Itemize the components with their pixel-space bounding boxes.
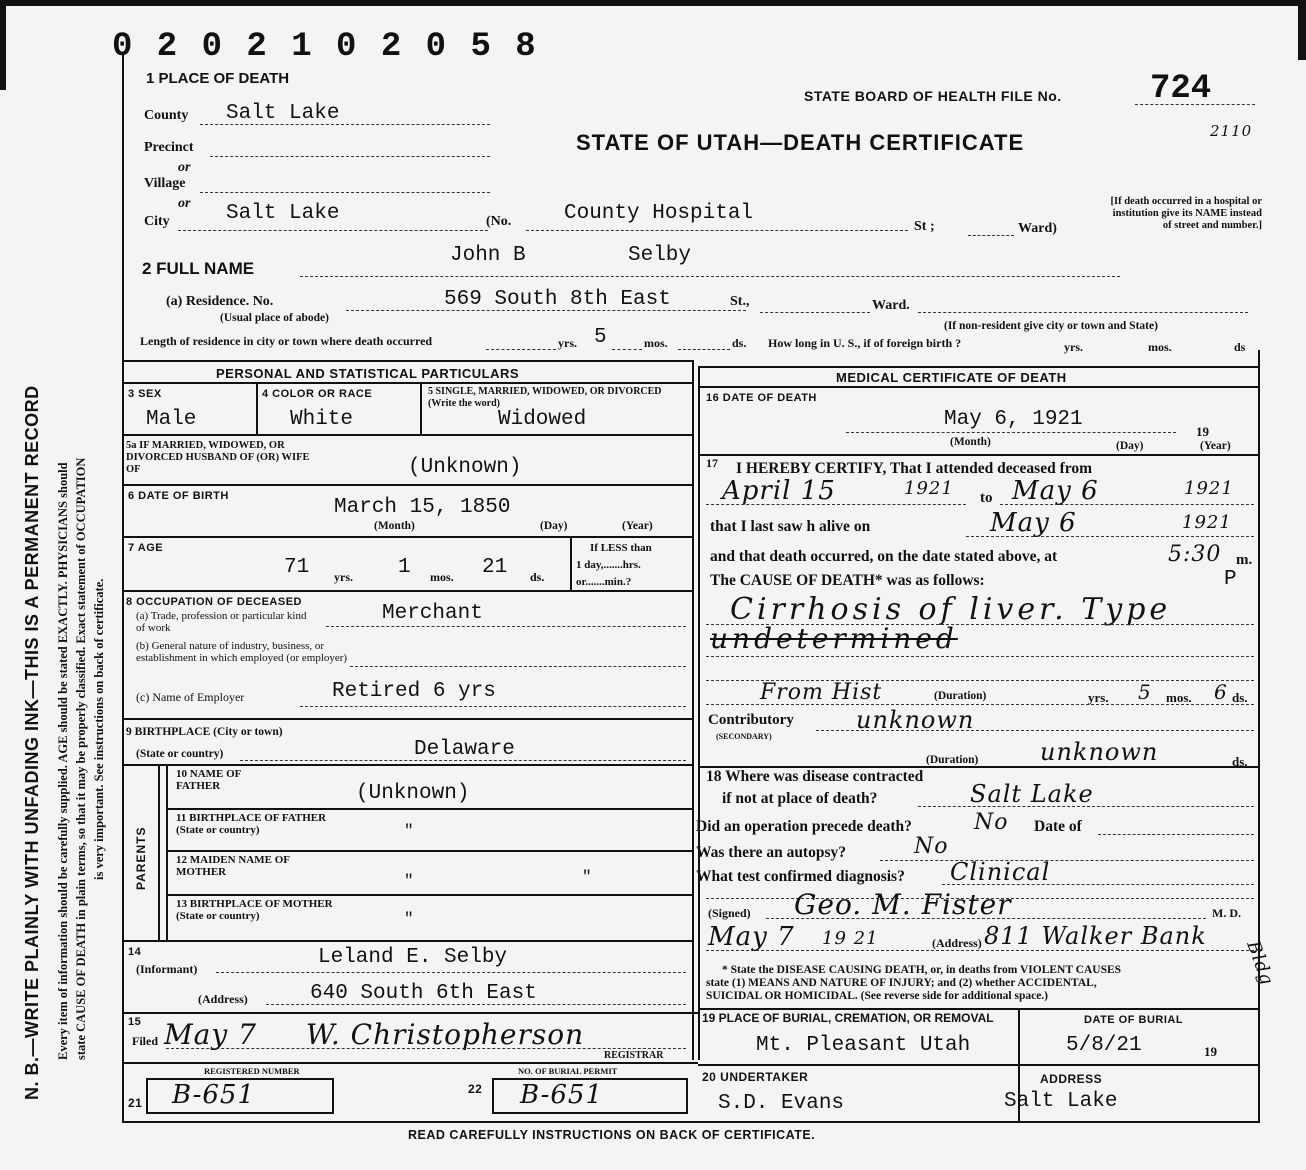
dod-label: 16 DATE OF DEATH <box>706 392 817 404</box>
to-line <box>1000 504 1254 505</box>
duration-ds-value: 6 <box>1214 680 1228 704</box>
length-line <box>486 349 556 350</box>
test-value: Clinical <box>950 858 1051 886</box>
ward-line <box>968 235 1014 236</box>
file-extra: 2110 <box>1210 122 1253 140</box>
dod-year: (Year) <box>1200 440 1231 452</box>
cause-secondary: undetermined <box>710 622 958 655</box>
hospital-note: [If death occurred in a hospital or institution give its NAME instead of street and number.] <box>1110 196 1262 231</box>
village-line <box>200 192 490 193</box>
first-name: John B <box>450 244 526 267</box>
precinct-line <box>210 156 490 157</box>
parents-divider-2 <box>166 764 168 940</box>
burial-label: 19 PLACE OF BURIAL, CREMATION, OR REMOVAL <box>702 1011 994 1025</box>
mother-value: " <box>404 872 414 890</box>
left-corner-mark <box>0 0 6 90</box>
parents-divider-1 <box>158 764 160 940</box>
right-corner-mark <box>1298 0 1306 60</box>
time-m: m. <box>1236 552 1253 568</box>
autopsy-line <box>880 860 1254 861</box>
father-label: 10 NAME OF FATHER <box>176 768 241 792</box>
footnote-3: SUICIDAL OR HOMICIDAL. (See reverse side for additional space.) <box>706 990 1049 1002</box>
or-1: or <box>178 160 191 175</box>
last-name: Selby <box>628 244 692 267</box>
parents-row-2 <box>166 850 692 852</box>
duration2-label: (Duration) <box>926 754 979 766</box>
registered-number-index: 21 <box>128 1096 143 1110</box>
operation-label: Did an operation precede death? <box>696 818 912 835</box>
dob-year: (Year) <box>622 520 653 532</box>
row-line-6 <box>122 764 692 766</box>
less-than-label: If LESS than <box>590 542 652 554</box>
burial-permit-value: B-651 <box>520 1080 603 1110</box>
precinct-label: Precinct <box>144 140 194 155</box>
secondary-label: (SECONDARY) <box>716 732 772 741</box>
disease-place: Salt Lake <box>970 780 1094 808</box>
us-ds: ds <box>1234 340 1246 354</box>
row-line-7 <box>122 940 692 942</box>
physician-address-label: (Address) <box>932 936 982 950</box>
row-line-1 <box>122 434 692 436</box>
duration-line <box>706 704 1254 705</box>
row-line-2 <box>122 484 692 486</box>
top-edge <box>0 0 1306 6</box>
parents-row-3 <box>166 894 692 896</box>
res-ward-line <box>760 312 870 313</box>
less-min: or.......min.? <box>576 576 632 588</box>
ward-label: Ward) <box>1018 221 1057 236</box>
length-ds-label: ds. <box>732 336 747 350</box>
dob-month: (Month) <box>374 520 415 532</box>
md-label: M. D. <box>1212 906 1241 920</box>
residence-label: (a) Residence. No. <box>166 294 274 309</box>
filed-number: 15 <box>128 1016 142 1028</box>
medical-heading-line <box>700 386 1258 388</box>
filed-label: Filed <box>132 1034 158 1048</box>
duration-from-note: From Hist <box>760 680 883 705</box>
address-side-note: Bldg <box>1242 938 1278 989</box>
sex-divider <box>256 382 258 434</box>
dod-19: 19 <box>1196 424 1209 439</box>
cause-line-2 <box>706 656 1254 657</box>
form-title: STATE OF UTAH—DEATH CERTIFICATE <box>576 130 1025 155</box>
age-yrs-value: 71 <box>284 556 310 579</box>
duration-mos-label: mos. <box>1166 690 1192 705</box>
informant-label: (Informant) <box>136 962 198 976</box>
county-label: County <box>144 108 189 123</box>
medical-line-3 <box>698 1008 1258 1010</box>
father-value: (Unknown) <box>356 782 470 805</box>
residence-ward: Ward. <box>872 298 910 313</box>
nonres-note: (If non-resident give city or town and State) <box>944 320 1158 332</box>
attended-from-year: 1921 <box>904 478 954 499</box>
cause-primary: Cirrhosis of liver. Type <box>730 592 1172 627</box>
informant-address-line <box>266 1004 686 1005</box>
residence-sub: (Usual place of abode) <box>220 312 329 324</box>
personal-heading: PERSONAL AND STATISTICAL PARTICULARS <box>216 366 520 381</box>
father-birthplace-value: " <box>404 822 414 840</box>
spouse-value: (Unknown) <box>408 456 522 479</box>
dob-label: 6 DATE OF BIRTH <box>128 490 229 502</box>
us-yrs: yrs. <box>1064 340 1083 354</box>
contributory-line <box>816 730 1254 731</box>
parents-label: PARENTS <box>134 826 148 890</box>
employer-line <box>300 706 686 707</box>
date-of-line <box>1098 834 1254 835</box>
length-mos-label: mos. <box>644 336 668 350</box>
registered-number-value: B-651 <box>172 1080 255 1110</box>
no-label: (No. <box>486 214 512 229</box>
informant-address-value: 640 South 6th East <box>310 982 537 1005</box>
dod-line <box>846 432 1176 433</box>
row-line-9 <box>122 1062 698 1064</box>
cause-label: The CAUSE OF DEATH* was as follows: <box>710 572 985 589</box>
marital-value: Widowed <box>498 408 587 431</box>
address-line <box>706 950 1254 951</box>
attended-to-year: 1921 <box>1184 478 1234 499</box>
document-number: 0 2 0 2 1 0 2 0 5 8 <box>112 28 538 66</box>
dob-day: (Day) <box>540 520 568 532</box>
medical-heading: MEDICAL CERTIFICATE OF DEATH <box>836 370 1067 385</box>
length-yrs-value: 5 <box>594 326 607 349</box>
burial-place: Mt. Pleasant Utah <box>756 1034 971 1057</box>
residence-st: St., <box>730 294 750 309</box>
spouse-label: 5a IF MARRIED, WIDOWED, OR DIVORCED HUSBAND OF (OR) WIFE OF <box>126 440 310 475</box>
footer-text: READ CAREFULLY INSTRUCTIONS ON BACK OF CERTIFICATE. <box>408 1128 816 1142</box>
birthplace-label: 9 BIRTHPLACE (City or town) <box>126 726 283 738</box>
registrar-signature: W. Christopherson <box>306 1018 585 1051</box>
autopsy-label: Was there an autopsy? <box>696 844 846 861</box>
undertaker-address: Salt Lake <box>1004 1090 1118 1113</box>
contributory-label: Contributory <box>708 712 794 728</box>
cert-text: I HEREBY CERTIFY, That I attended deceased from <box>736 460 1092 477</box>
signed-label: (Signed) <box>708 906 751 920</box>
undertaker-value: S.D. Evans <box>718 1092 845 1115</box>
margin-instruction-1: Every item of information should be carefully supplied. AGE should be stated EXACTLY. PHYSICIANS should <box>56 462 70 1060</box>
row-line-4 <box>122 590 692 592</box>
signed-year: 19 21 <box>822 928 879 949</box>
attended-from: April 15 <box>722 476 836 506</box>
frame-right <box>1258 350 1260 1123</box>
contributory-value: unknown <box>856 706 975 734</box>
last-seen-label: that I last saw h alive on <box>710 518 871 535</box>
age-ds-label: ds. <box>530 570 545 584</box>
residence-value: 569 South 8th East <box>444 288 671 311</box>
occupation-c-label: (c) Name of Employer <box>136 690 245 704</box>
last-seen-year: 1921 <box>1182 512 1232 533</box>
industry-line <box>350 666 686 667</box>
occupation-value: Merchant <box>382 602 483 625</box>
length-residence-label: Length of residence in city or town where death occurred <box>140 334 433 348</box>
mother-birthplace-value: " <box>404 910 414 928</box>
burial-permit-index: 22 <box>468 1082 483 1096</box>
father-birthplace-label: 11 BIRTHPLACE OF FATHER (State or country) <box>176 812 327 836</box>
nonres-line <box>918 312 1248 313</box>
row-line-8 <box>122 1012 698 1014</box>
mother-value-mark: " <box>582 868 592 886</box>
last-seen-line <box>966 536 1254 537</box>
full-name-label: 2 FULL NAME <box>142 259 255 278</box>
signed-date: May 7 <box>708 922 795 952</box>
undertaker-label: 20 UNDERTAKER <box>702 1070 809 1084</box>
column-divider-a <box>692 360 694 1060</box>
sex-label: 3 SEX <box>128 388 162 400</box>
birthplace-line <box>240 760 686 761</box>
length-mos-line <box>612 349 642 350</box>
duration2-value: unknown <box>1040 738 1159 766</box>
birthplace-state-label: (State or country) <box>136 748 224 760</box>
autopsy-value: No <box>914 834 949 859</box>
employer-value: Retired 6 yrs <box>332 680 496 703</box>
age-divider <box>570 536 572 590</box>
age-label: 7 AGE <box>128 542 164 554</box>
dob-value: March 15, 1850 <box>334 496 511 519</box>
burial-date-label: DATE OF BURIAL <box>1084 1014 1184 1026</box>
us-residence-label: How long in U. S., if of foreign birth ? <box>768 336 962 350</box>
column-divider-b <box>698 366 700 1060</box>
occupation-line <box>326 626 686 627</box>
registrar-label: REGISTRAR <box>604 1050 664 1061</box>
age-ds-value: 21 <box>482 556 508 579</box>
place-of-death-heading: 1 PLACE OF DEATH <box>146 70 290 87</box>
county-value: Salt Lake <box>226 102 340 125</box>
mother-label: 12 MAIDEN NAME OF MOTHER <box>176 854 290 878</box>
city-label: City <box>144 214 170 229</box>
date-of-label: Date of <box>1034 818 1082 835</box>
margin-main-text: N. B.—WRITE PLAINLY WITH UNFADING INK—THIS IS A PERMANENT RECORD <box>22 385 42 1100</box>
last-seen-value: May 6 <box>990 508 1077 538</box>
city-line <box>178 230 488 231</box>
dod-month: (Month) <box>950 436 991 448</box>
physician-signature: Geo. M. Fister <box>794 888 1012 921</box>
cert-number: 17 <box>706 456 718 470</box>
personal-heading-line <box>122 382 692 384</box>
institution-value: County Hospital <box>564 202 754 225</box>
less-day: 1 day,.......hrs. <box>576 559 641 571</box>
medical-line-4 <box>698 1064 1258 1066</box>
attended-to: May 6 <box>1012 476 1099 506</box>
dod-day: (Day) <box>1116 440 1144 452</box>
registered-number-label: REGISTERED NUMBER <box>204 1066 300 1076</box>
marital-label: 5 SINGLE, MARRIED, WIDOWED, OR DIVORCED (Write the word) <box>428 386 662 409</box>
operation-value: No <box>974 810 1009 835</box>
length-ds-line <box>678 349 730 350</box>
board-file-label: STATE BOARD OF HEALTH FILE No. <box>804 88 1062 104</box>
filed-line <box>166 1048 686 1049</box>
mother-birthplace-label: 13 BIRTHPLACE OF MOTHER (State or country) <box>176 898 333 922</box>
test-label: What test confirmed diagnosis? <box>696 868 905 885</box>
burial-19: 19 <box>1204 1044 1217 1059</box>
age-mos-value: 1 <box>398 556 411 579</box>
disease-line <box>918 806 1254 807</box>
dod-value: May 6, 1921 <box>944 408 1083 431</box>
age-mos-label: mos. <box>430 570 454 584</box>
burial-permit-label: NO. OF BURIAL PERMIT <box>518 1066 618 1076</box>
to-label: to <box>980 490 993 506</box>
informant-address-label: (Address) <box>198 992 248 1006</box>
informant-line <box>216 972 686 973</box>
duration2-ds: ds. <box>1232 754 1248 769</box>
duration-ds-label: ds. <box>1232 690 1248 705</box>
st-label: St ; <box>914 219 935 234</box>
us-mos: mos. <box>1148 340 1172 354</box>
duration-label: (Duration) <box>934 690 987 702</box>
physician-address: 811 Walker Bank <box>984 922 1207 950</box>
pm-marker: P <box>1224 568 1237 591</box>
birthplace-value: Delaware <box>414 738 515 761</box>
sex-value: Male <box>146 408 197 431</box>
or-2: or <box>178 196 191 211</box>
no-line <box>526 230 908 231</box>
footnote-1: * State the DISEASE CAUSING DEATH, or, in deaths from VIOLENT CAUSES <box>722 964 1122 976</box>
parents-row-1 <box>166 808 692 810</box>
duration-mos-value: 5 <box>1138 680 1152 704</box>
village-label: Village <box>144 176 186 191</box>
medical-line-1 <box>700 454 1258 456</box>
bottom-line <box>122 1121 1258 1123</box>
from-line <box>706 504 966 505</box>
color-value: White <box>290 408 354 431</box>
signed-line <box>766 918 1206 919</box>
row-line-3 <box>122 536 692 538</box>
occupation-label: 8 OCCUPATION OF DECEASED <box>126 596 302 608</box>
occurred-label: and that death occurred, on the date stated above, at <box>710 548 1058 565</box>
disease-label: 18 Where was disease contracted <box>706 768 924 785</box>
time-value: 5:30 <box>1168 542 1222 567</box>
footnote-2: state (1) MEANS AND NATURE OF INJURY; and (2) whether ACCIDENTAL, <box>706 977 1097 989</box>
color-label: 4 COLOR OR RACE <box>262 388 373 400</box>
filed-date: May 7 <box>164 1018 257 1051</box>
disease-label-2: if not at place of death? <box>722 790 878 807</box>
margin-instruction-2: state CAUSE OF DEATH in plain terms, so that it may be properly classified. Exact statement of OCCUPATION <box>74 457 88 1060</box>
length-yrs-label: yrs. <box>558 336 577 350</box>
undertaker-address-label: ADDRESS <box>1040 1072 1103 1086</box>
age-yrs-label: yrs. <box>334 570 353 584</box>
duration-yrs-label: yrs. <box>1088 690 1109 705</box>
row-line-5 <box>122 718 692 720</box>
color-divider <box>420 382 422 434</box>
informant-value: Leland E. Selby <box>318 946 508 969</box>
test-line <box>942 884 1254 885</box>
burial-date: 5/8/21 <box>1066 1034 1142 1057</box>
file-number: 724 <box>1150 70 1212 108</box>
occupation-b-label: (b) General nature of industry, business, or establishment in which employed (or employer) <box>136 640 348 664</box>
full-name-line <box>300 276 1120 277</box>
section-top-left <box>122 360 692 362</box>
city-value: Salt Lake <box>226 202 340 225</box>
section-top-right <box>700 366 1258 368</box>
frame-left <box>122 55 124 1123</box>
informant-number: 14 <box>128 946 142 958</box>
occupation-a-label: (a) Trade, profession or particular kind of work <box>136 610 307 634</box>
margin-instruction-3: is very important. See instructions on back of certificate. <box>92 578 106 880</box>
